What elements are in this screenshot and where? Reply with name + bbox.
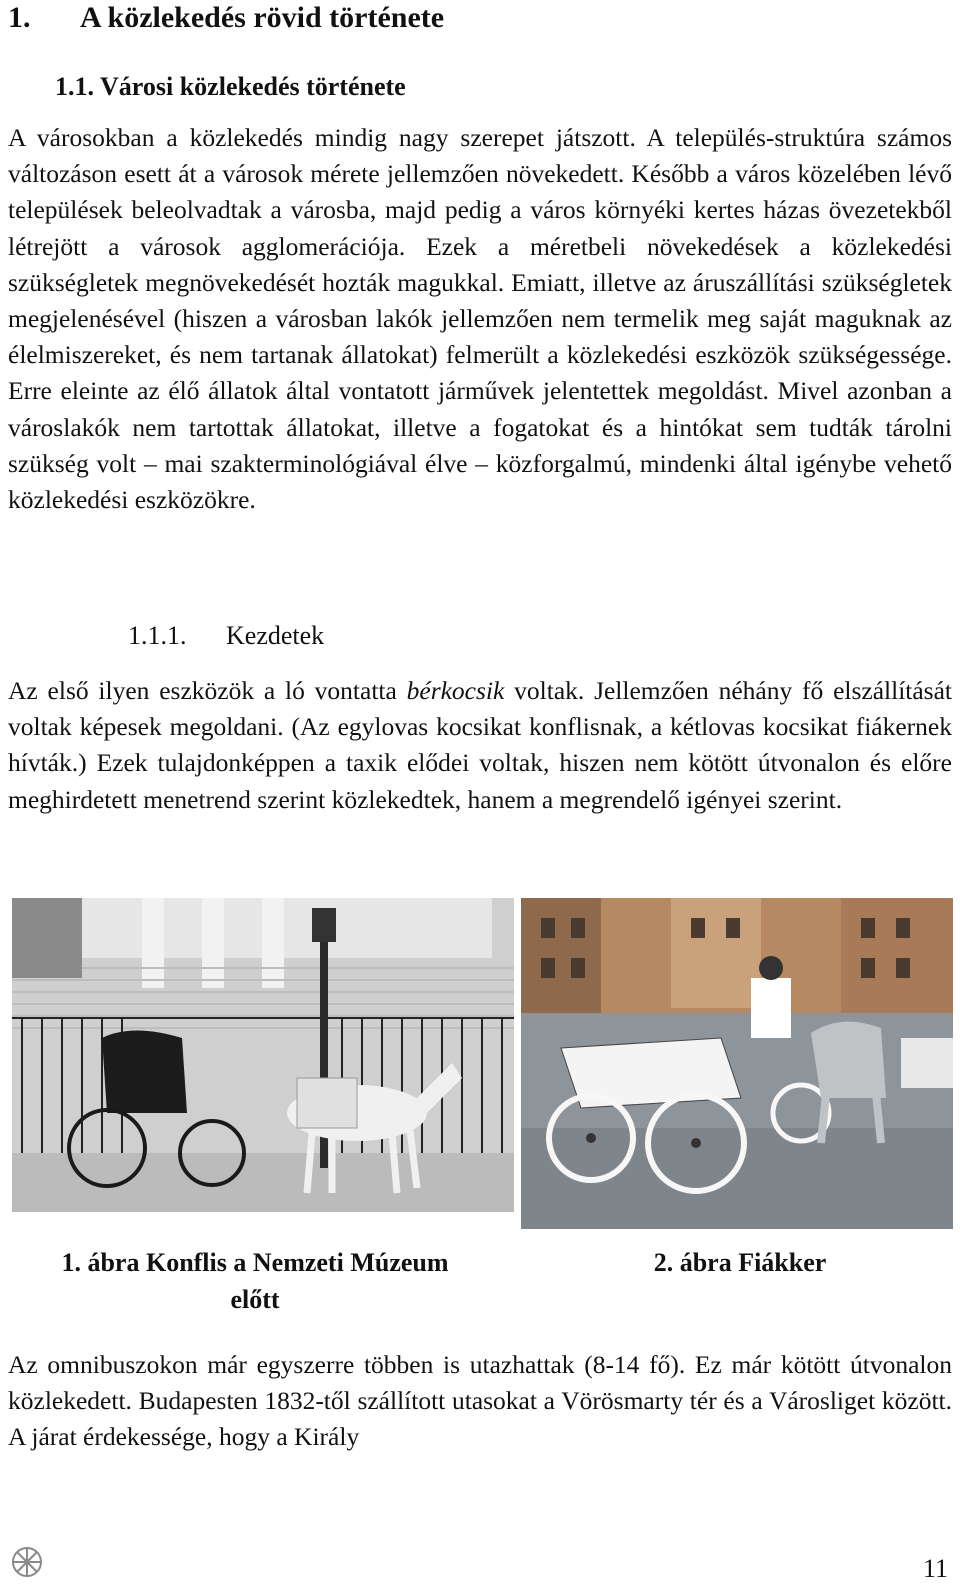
figure-2-caption: 2. ábra Fiákker — [653, 1248, 827, 1277]
section-heading — [55, 70, 406, 104]
figure-1-caption: 1. ábra Konflis a Nemzeti Múzeum előtt — [61, 1248, 449, 1314]
section-title: Városi közlekedés története — [100, 72, 406, 101]
subsection-heading — [128, 618, 324, 654]
decorative-wheel-icon — [10, 1545, 44, 1579]
page-number: 11 — [922, 1554, 948, 1583]
paragraph-urban-transport: A városokban a közlekedés mindig nagy szerepet játszott. A település-struktúra számos változáson esett át a városok mérete jellemzően növekedett. Később a város közelében lévő települések beleolvadtak a városba, majd pedig a város környéki kertes házas övezetekből létrejött a városok agglomerációja. Ezek a méretbeli növekedések a közlekedési szükségletek megnövekedését hozták magukkal. Emiatt, illetve az áruszállítási szükségletek megjelenésével (hiszen a városban lakók jellemzően nem termelik meg saját maguknak az élelmiszereket, és nem tartanak állatokat) felmerült a közlekedési eszközök szükségessége. Erre eleinte az élő állatok által vontatott járművek jelentettek megoldást. Mivel azonban a városlakók nem tartottak állatokat, illetve a fogatokat és a hintókat sem tudták tárolni szükség volt – mai szakterminológiával élve – közforgalmú, mindenki által igénybe vehető közlekedési eszközökre. — [8, 123, 952, 515]
paragraph-beginnings — [8, 673, 952, 818]
subsection-title: Kezdetek — [226, 621, 325, 650]
paragraph-text-start: Az első ilyen eszközök a ló vontatta — [8, 676, 407, 705]
chapter-title: A közlekedés rövid története — [80, 1, 445, 34]
chapter-heading — [8, 0, 444, 36]
chapter-number: 1. — [8, 1, 31, 34]
paragraph-text-end: voltak. Jellemzően néhány fő elszállítását voltak képesek megoldani. (Az egylovas kocsikat konflisnak, a kétlovas kocsikat fiákernek hívták.) Ezek tulajdonképpen a taxik elődei voltak, hiszen nem kötött útvonalon és előre meghirdetett menetrend szerint közlekedtek, hanem a megrendelő igényei szerint. — [8, 676, 953, 814]
paragraph-omnibus: Az omnibuszokon már egyszerre többen is utazhattak (8-14 fő). Ez már kötött útvonalon közlekedett. Budapesten 1832-től szállított utasokat a Vörösmarty tér és a Városliget között. A járat érdekessége, hogy a Király — [8, 1350, 952, 1452]
figure-2-photo-fiaker — [521, 898, 953, 1229]
figure-1-photo-konflis — [12, 898, 514, 1212]
section-number: 1.1. — [55, 72, 94, 101]
italic-term: bérkocsik — [406, 676, 505, 705]
subsection-number: 1.1.1. — [128, 621, 187, 650]
